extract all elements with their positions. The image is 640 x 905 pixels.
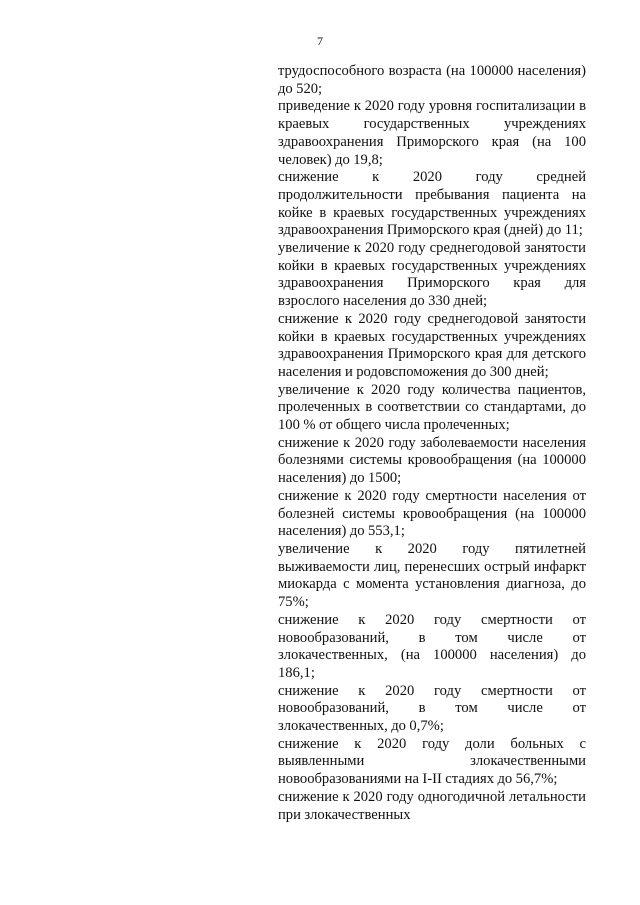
document-body [278, 63, 586, 824]
paragraph: снижение к 2020 году средней продолжительности пребывания пациента на койке в краевых государственных учреждениях здравоохранения Приморского края (дней) до 11; [278, 169, 586, 239]
paragraph: увеличение к 2020 году пятилетней выживаемости лиц, перенесших острый инфаркт миокарда с момента установления диагноза, до 75%; [278, 540, 586, 611]
paragraph: снижение к 2020 году смертности от новообразований, в том числе от злокачественных, до 0,7%; [278, 682, 586, 735]
page-number: 7 [317, 34, 323, 48]
paragraph: снижение к 2020 году одногодичной летальности при злокачественных [278, 788, 586, 823]
paragraph: снижение к 2020 году смертности населения от болезней системы кровообращения (на 100000 населения) до 553,1; [278, 487, 586, 540]
paragraph: приведение к 2020 году уровня госпитализации в краевых государственных учреждениях здравоохранения Приморского края (на 100 человек) до 19,8; [278, 98, 586, 168]
paragraph: трудоспособного возраста (на 100000 населения) до 520; [278, 63, 586, 97]
paragraph: снижение к 2020 году доли больных с выявленными злокачественными новообразованиями на I-II стадиях до 56,7%; [278, 735, 586, 788]
paragraph: увеличение к 2020 году количества пациентов, пролеченных в соответствии со стандартами, до 100 % от общего числа пролеченных; [278, 381, 586, 434]
paragraph: снижение к 2020 году заболеваемости населения болезнями системы кровообращения (на 100000 населения) до 1500; [278, 434, 586, 487]
paragraph: увеличение к 2020 году среднегодовой занятости койки в краевых государственных учреждениях здравоохранения Приморского края для взрослого населения до 330 дней; [278, 240, 586, 310]
paragraph: снижение к 2020 году среднегодовой занятости койки в краевых государственных учреждениях здравоохранения Приморского края для детского населения и родовспоможения до 300 дней; [278, 310, 586, 380]
paragraph: снижение к 2020 году смертности от новообразований, в том числе от злокачественных, (на 100000 населения) до 186,1; [278, 611, 586, 681]
